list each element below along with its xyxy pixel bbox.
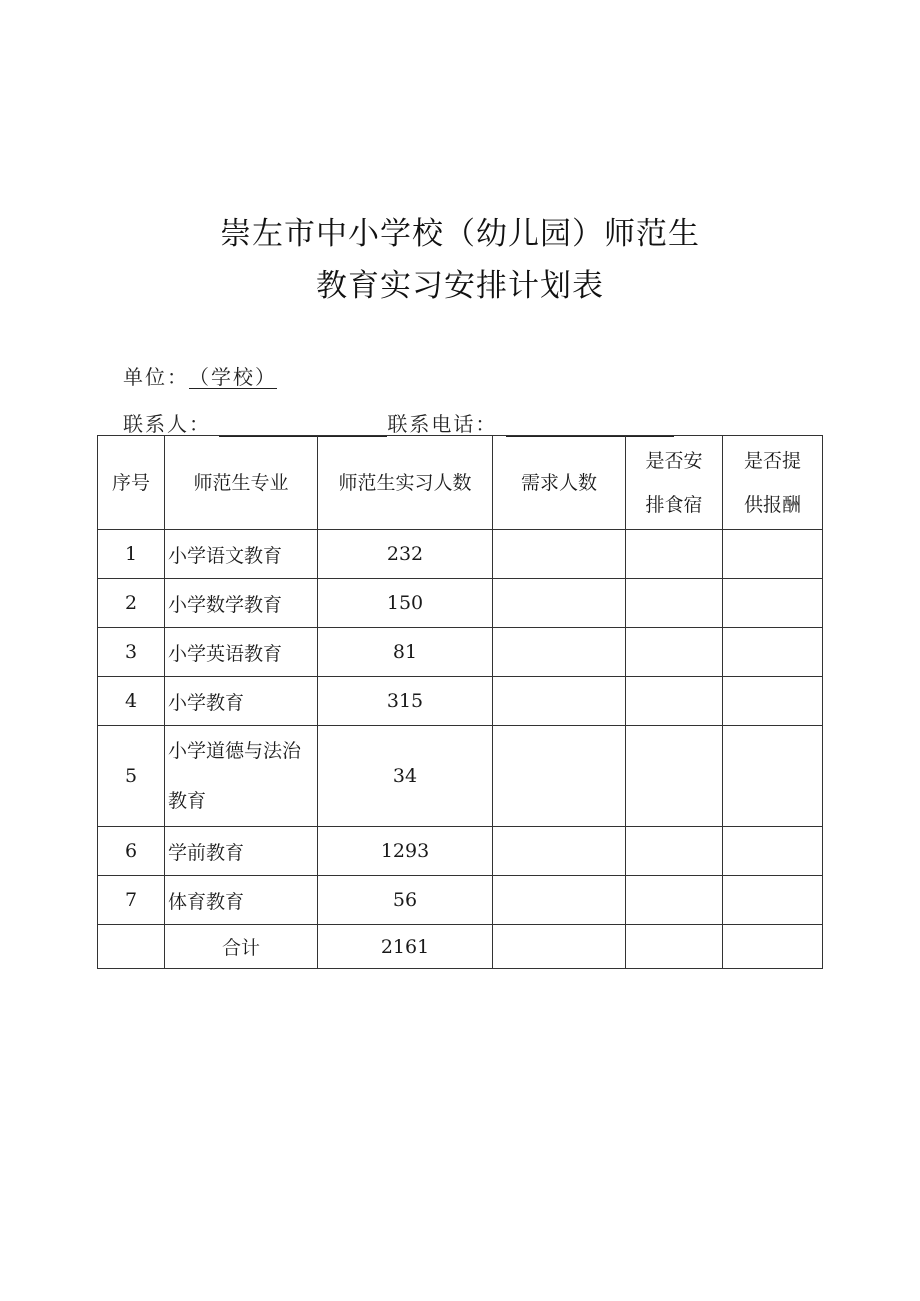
table-row (98, 677, 823, 726)
document-title-line1: 崇左市中小学校（幼儿园）师范生 (220, 216, 700, 252)
contact-label: 联系人： (123, 412, 211, 436)
table-row (98, 628, 823, 677)
empty-cell (723, 876, 823, 925)
row-count: 56 (318, 876, 493, 925)
empty-cell (626, 530, 723, 579)
header-cell: 师范生实习人数 (318, 436, 493, 530)
header-text: 是否安排食宿 (645, 449, 703, 516)
empty-cell (723, 925, 823, 969)
header-cell (723, 436, 823, 530)
empty-cell (493, 726, 626, 827)
empty-cell (493, 579, 626, 628)
row-major: 小学道德与法治教育 (165, 726, 318, 827)
row-number: 2 (98, 579, 165, 628)
header-cell: 需求人数 (493, 436, 626, 530)
row-number: 1 (98, 530, 165, 579)
empty-cell (723, 628, 823, 677)
row-count: 1293 (318, 827, 493, 876)
phone-label: 联系电话： (387, 412, 498, 436)
empty-cell (626, 726, 723, 827)
row-number: 6 (98, 827, 165, 876)
row-number: 5 (98, 726, 165, 827)
row-major: 体育教育 (165, 876, 318, 925)
empty-cell (626, 876, 723, 925)
empty-cell (723, 677, 823, 726)
row-major: 小学数学教育 (165, 579, 318, 628)
header-cell: 师范生专业 (165, 436, 318, 530)
row-count: 150 (318, 579, 493, 628)
row-number: 7 (98, 876, 165, 925)
phone-blank (506, 414, 674, 437)
row-count: 315 (318, 677, 493, 726)
unit-label: 单位： (123, 365, 189, 389)
total-row (98, 925, 823, 969)
plan-table (97, 435, 823, 969)
empty-cell (723, 579, 823, 628)
row-major: 小学英语教育 (165, 628, 318, 677)
row-major: 学前教育 (165, 827, 318, 876)
empty-cell (723, 827, 823, 876)
header-cell: 序号 (98, 436, 165, 530)
empty-cell (723, 530, 823, 579)
total-value: 2161 (318, 925, 493, 969)
empty-cell (493, 677, 626, 726)
total-label: 合计 (165, 925, 318, 969)
table-row (98, 827, 823, 876)
header-cell (626, 436, 723, 530)
header-text: 是否提供报酬 (743, 449, 801, 516)
empty-cell (723, 726, 823, 827)
row-major: 小学教育 (165, 677, 318, 726)
row-number: 3 (98, 628, 165, 677)
table-row (98, 530, 823, 579)
empty-cell (493, 628, 626, 677)
row-major: 小学语文教育 (165, 530, 318, 579)
empty-cell (493, 876, 626, 925)
table-row (98, 726, 823, 827)
document-title-line2: 教育实习安排计划表 (316, 268, 604, 304)
empty-cell (626, 628, 723, 677)
empty-cell (98, 925, 165, 969)
empty-cell (626, 827, 723, 876)
row-count: 81 (318, 628, 493, 677)
empty-cell (493, 530, 626, 579)
unit-line (123, 361, 277, 390)
table-row (98, 579, 823, 628)
contact-blank (219, 414, 387, 437)
row-number: 4 (98, 677, 165, 726)
empty-cell (493, 827, 626, 876)
empty-cell (626, 677, 723, 726)
table-header-row (98, 436, 823, 530)
empty-cell (626, 925, 723, 969)
empty-cell (493, 925, 626, 969)
unit-value: （学校） (189, 365, 277, 389)
table-row (98, 876, 823, 925)
contact-line (123, 408, 674, 437)
row-count: 34 (318, 726, 493, 827)
row-count: 232 (318, 530, 493, 579)
empty-cell (626, 579, 723, 628)
